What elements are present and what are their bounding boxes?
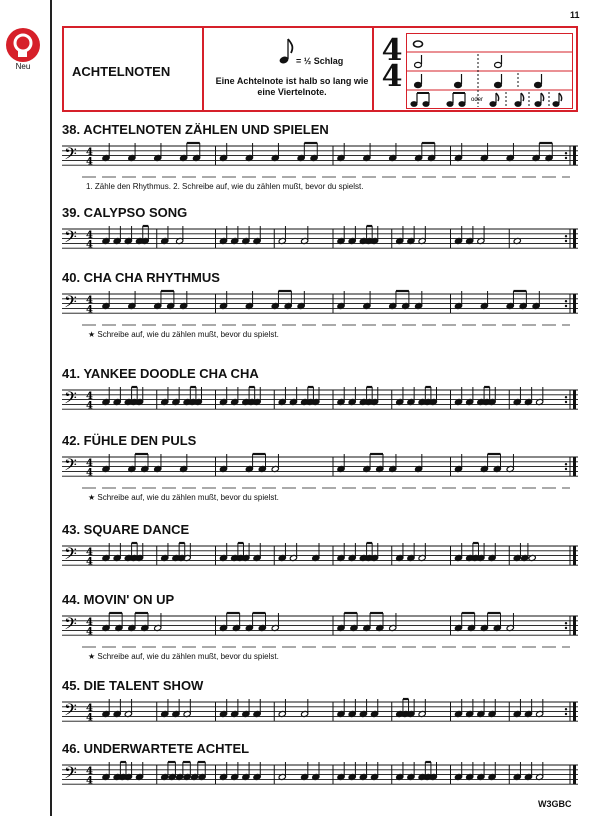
music-staff [62, 759, 580, 793]
repeat-dot [565, 240, 567, 242]
music-staff [62, 610, 580, 644]
concept-explanation: Eine Achtelnote ist halb so lang wie eine Viertelnote. [215, 76, 369, 97]
eighth-note-icon [279, 36, 295, 66]
margin-line [50, 0, 52, 816]
time-signature-bottom: 4 [86, 304, 93, 316]
bass-clef-icon: 𝄢 [64, 291, 77, 316]
repeat-dot [565, 300, 567, 302]
bass-clef-icon: 𝄢 [64, 699, 77, 724]
music-staff [62, 384, 580, 418]
time-signature-top: 4 [86, 230, 93, 242]
repeat-dot [565, 463, 567, 465]
time-signature-bottom: 4 [86, 400, 93, 412]
time-signature-bottom: 4 [86, 775, 93, 787]
repeat-dot [565, 627, 567, 629]
music-staff [62, 540, 580, 574]
time-signature-top: 4 [86, 391, 93, 403]
repeat-dot [565, 235, 567, 237]
music-staff [62, 140, 580, 174]
exercise-instruction: ★ Schreibe auf, wie du zählen mußt, bevor du spielst. [88, 330, 279, 339]
music-staff [62, 223, 580, 257]
music-staff [62, 696, 580, 730]
repeat-dot [565, 401, 567, 403]
time-signature-bottom: 4 [86, 556, 93, 568]
exercise-instruction: 1. Zähle den Rhythmus. 2. Schreibe auf, wie du zählen mußt, bevor du spielst. [86, 182, 364, 191]
exercise-title: 40. CHA CHA RHYTHMUS [62, 270, 220, 285]
time-signature-top: 4 [86, 295, 93, 307]
final-bar [573, 229, 576, 248]
exercise-title: 43. SQUARE DANCE [62, 522, 190, 537]
exercise-title: 45. DIE TALENT SHOW [62, 678, 204, 693]
time-signature-top: 4 [86, 617, 93, 629]
time-signature-top: 4 [86, 147, 93, 159]
repeat-dot [565, 468, 567, 470]
time-signature-bottom: 4 [86, 156, 93, 168]
concept-definition: = ½ Schlag [296, 56, 344, 66]
badge-label: Neu [15, 62, 31, 71]
music-staff [62, 288, 580, 322]
time-signature-top: 4 [86, 458, 93, 470]
time-signature-top: 4 [86, 703, 93, 715]
time-signature-bottom: 4 [86, 712, 93, 724]
time-signature-bottom: 4 [86, 467, 93, 479]
time-signature-bottom: 4 [86, 626, 93, 638]
exercise-title: 42. FÜHLE DEN PULS [62, 433, 197, 448]
box-divider [202, 28, 204, 110]
page-number: 11 [570, 10, 580, 20]
exercise-title: 44. MOVIN' ON UP [62, 592, 175, 607]
bass-clef-icon: 𝄢 [64, 543, 77, 568]
box-divider [372, 28, 374, 110]
time-signature: 4 4 [381, 33, 403, 94]
oder-label: oder [471, 97, 484, 103]
final-bar [573, 765, 576, 784]
repeat-dot [565, 622, 567, 624]
repeat-dot [565, 305, 567, 307]
exercise-title: 41. YANKEE DOODLE CHA CHA [62, 366, 259, 381]
time-signature-top: 4 [86, 547, 93, 559]
final-bar [573, 390, 576, 409]
time-signature-bottom: 4 [86, 239, 93, 251]
time-signature-top: 4 [86, 766, 93, 778]
bass-clef-icon: 𝄢 [64, 762, 77, 787]
concept-title: ACHTELNOTEN [72, 64, 171, 79]
repeat-dot [565, 396, 567, 398]
counting-line [62, 485, 580, 491]
final-bar [573, 702, 576, 721]
exercise-title: 39. CALYPSO SONG [62, 205, 188, 220]
head-icon [6, 28, 40, 62]
bass-clef-icon: 𝄢 [64, 143, 77, 168]
exercise-title: 38. ACHTELNOTEN ZÄHLEN UND SPIELEN [62, 122, 329, 137]
bass-clef-icon: 𝄢 [64, 387, 77, 412]
footer-code: W3GBC [538, 799, 572, 809]
counting-line [62, 644, 580, 650]
note-value-ladder [406, 33, 574, 109]
repeat-dot [565, 713, 567, 715]
final-bar [573, 146, 576, 165]
final-bar [573, 294, 576, 313]
exercise-title: 46. UNDERWARTETE ACHTEL [62, 741, 250, 756]
final-bar [573, 616, 576, 635]
repeat-dot [565, 157, 567, 159]
concept-box [62, 26, 578, 112]
repeat-dot [565, 152, 567, 154]
exercise-instruction: ★ Schreibe auf, wie du zählen mußt, bevor du spielst. [88, 493, 279, 502]
counting-line [62, 322, 580, 328]
bass-clef-icon: 𝄢 [64, 226, 77, 251]
bass-clef-icon: 𝄢 [64, 613, 77, 638]
final-bar [573, 457, 576, 476]
final-bar [573, 546, 576, 565]
bass-clef-icon: 𝄢 [64, 454, 77, 479]
repeat-dot [565, 708, 567, 710]
exercise-instruction: ★ Schreibe auf, wie du zählen mußt, bevor du spielst. [88, 652, 279, 661]
counting-line [62, 174, 580, 180]
music-staff [62, 451, 580, 485]
